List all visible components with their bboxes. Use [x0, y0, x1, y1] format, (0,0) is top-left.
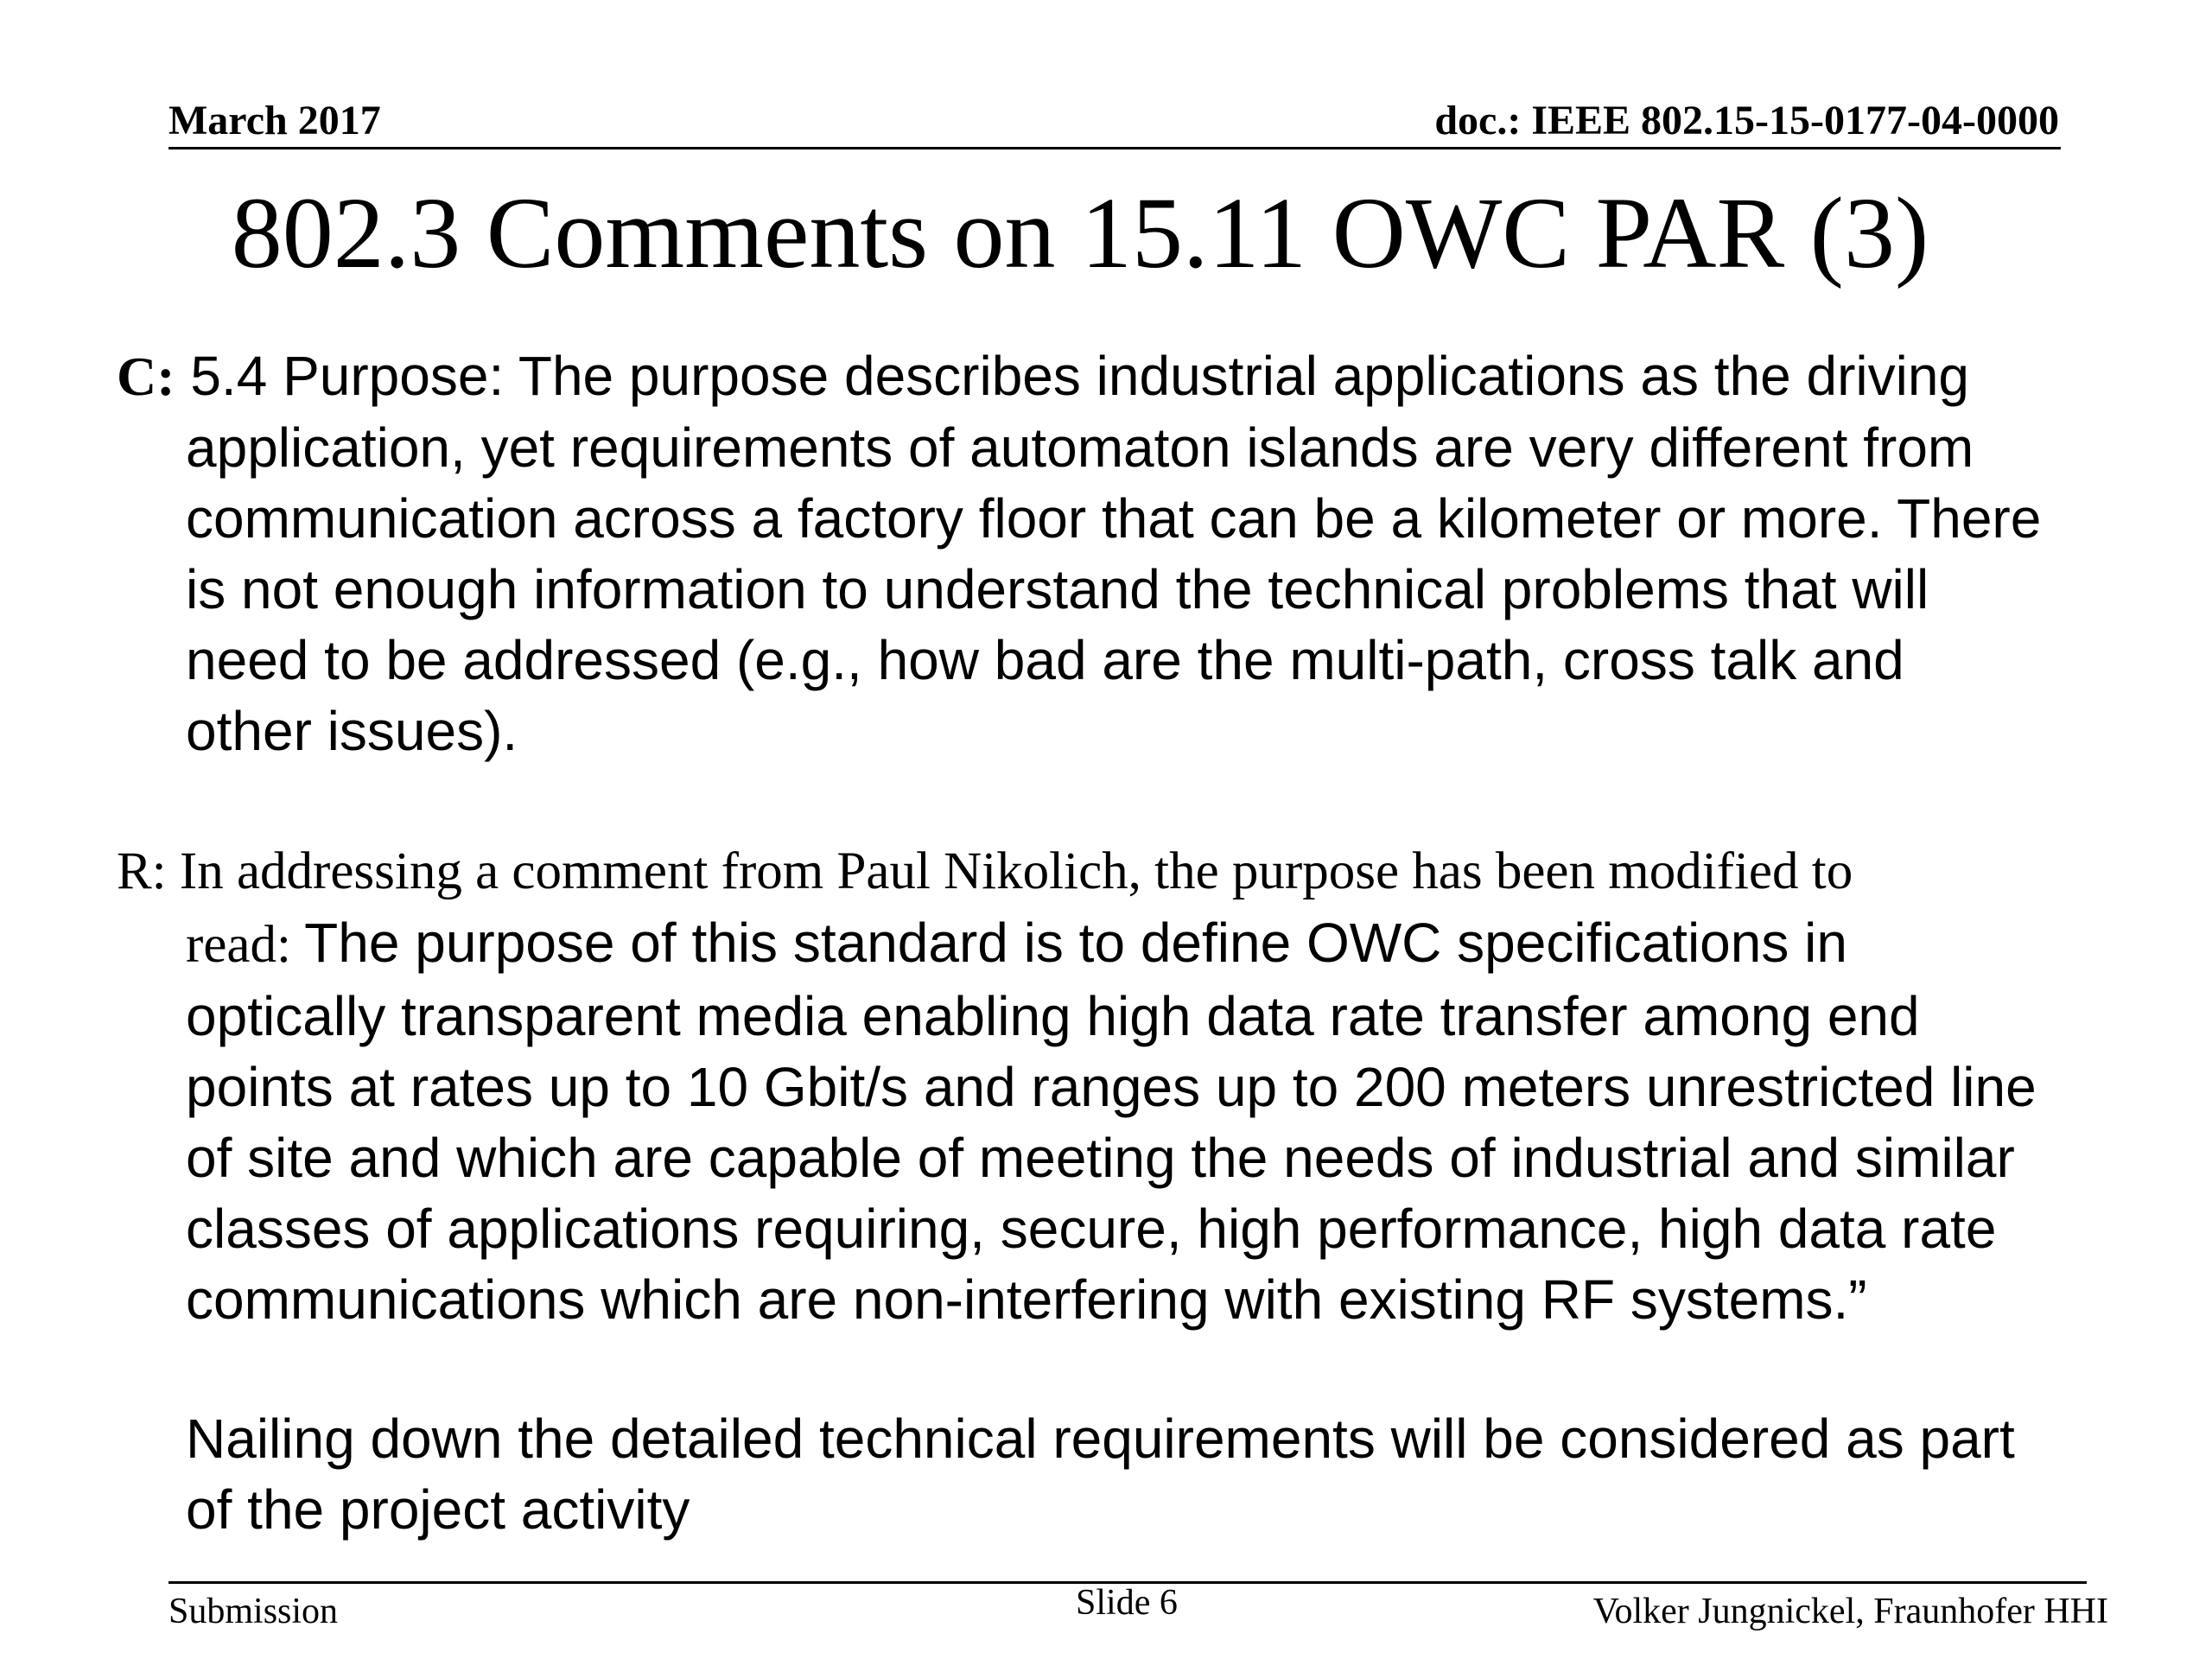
footer-submission: Submission [168, 1592, 339, 1631]
note-paragraph [117, 1403, 2190, 1545]
response-paragraph [117, 836, 2190, 1335]
footer-author: Volker Jungnickel, Fraunhofer HHI [1592, 1592, 2108, 1631]
comment-line: other issues). [186, 700, 518, 762]
response-line: R: In addressing a comment from Paul Nikolich, the purpose has been modified to [117, 842, 1853, 900]
response-read-label: read: [186, 916, 305, 974]
response-line: of site and which are capable of meeting the needs of industrial and similar [186, 1127, 2015, 1189]
slide-title: 802.3 Comments on 15.11 OWC PAR (3) [231, 176, 1929, 289]
response-line: classes of applications requiring, secure, high performance, high data rate [186, 1198, 1997, 1260]
comment-line: application, yet requirements of automaton islands are very different from [186, 416, 1974, 479]
response-line: optically transparent media enabling high data rate transfer among end [186, 985, 1920, 1047]
note-line: of the project activity [186, 1478, 690, 1541]
comment-line: is not enough information to understand the technical problems that will [186, 558, 1929, 620]
comment-line: need to be addressed (e.g., how bad are the multi-path, cross talk and [186, 629, 1904, 691]
header-date: March 2017 [168, 98, 381, 143]
comment-line: 5.4 Purpose: The purpose describes industrial applications as the driving [175, 345, 1969, 407]
comment-first-line [117, 340, 2190, 412]
response-quote-first-line [117, 907, 2190, 981]
footer-slide-number: Slide 6 [1076, 1583, 1178, 1623]
comment-paragraph [117, 340, 2190, 766]
response-line: points at rates up to 10 Gbit/s and ranges up to 200 meters unrestricted line [186, 1056, 2037, 1118]
note-line: Nailing down the detailed technical requirements will be considered as part [186, 1408, 2015, 1470]
comment-prefix: C: [117, 346, 175, 407]
header-divider [168, 147, 2061, 149]
response-line: communications which are non-interfering with existing RF systems.” [186, 1268, 1867, 1331]
comment-line: communication across a factory floor that can be a kilometer or more. There [186, 487, 2042, 550]
response-line: The purpose of this standard is to define OWC specifications in [304, 912, 1847, 974]
header-doc-id: doc.: IEEE 802.15-15-0177-04-0000 [1434, 98, 2059, 143]
